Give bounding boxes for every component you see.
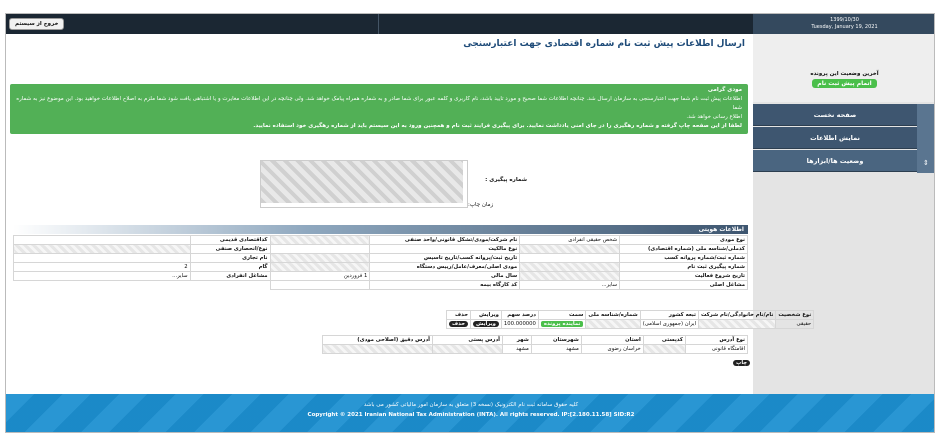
sidebar-item-status-tools[interactable]: وضعیت ها/ابزارها: [753, 150, 917, 172]
footer: [6, 394, 935, 433]
column-header: ویرایش: [471, 311, 502, 320]
logout-button[interactable]: خروج از سیستم: [9, 18, 64, 30]
column-header: نوع آدرس: [685, 336, 747, 345]
alert-line: لطفا از این صفحه چاپ گرفته و شماره رهگیری را در جای امنی یادداشت نمایید. برای پیگیری فرایند ثبت نام و همچنین ورود به این سیستم باید از شماره رهگیری خود استفاده نمایید.: [253, 123, 742, 129]
table-header-row: [323, 336, 748, 345]
top-bar: [6, 14, 935, 34]
file-status-badge: اتمام پیش ثبت نام: [812, 79, 876, 88]
column-header: شماره/شناسه ملی: [586, 311, 640, 320]
table-cell: 2: [14, 263, 191, 272]
success-alert: [10, 84, 748, 134]
expand-arrows-icon[interactable]: ⇕: [923, 159, 929, 167]
file-status-title: آخرین وضعیت این پرونده: [810, 71, 879, 77]
table-cell: حقیقی: [776, 320, 814, 329]
table-cell: [433, 345, 503, 354]
table-header-row: [447, 311, 814, 320]
print-time-label: زمان چاپ:: [468, 202, 494, 208]
alert-line: اطلاع رسانی خواهد شد.: [686, 114, 742, 120]
edit-button[interactable]: ویرایش: [473, 321, 499, 327]
browser-viewport: [5, 13, 935, 433]
tracking-number-redacted: [261, 161, 463, 203]
table-cell: [14, 281, 191, 290]
table-cell: سایر...: [520, 281, 620, 290]
table-cell: [520, 245, 620, 254]
table-cell: [14, 245, 191, 254]
table-cell: خراسان رضوی: [581, 345, 643, 354]
table-cell: [14, 236, 191, 245]
table-row: [14, 254, 748, 263]
column-header: آدرس پستی: [433, 336, 503, 345]
column-header: آدرس دقیق (اصلاحی مودی): [323, 336, 433, 345]
table-cell: شماره ثبت/شماره پروانه کسب: [620, 254, 748, 263]
topbar-divider: [378, 14, 379, 34]
date-box: [753, 14, 935, 34]
page-title: ارسال اطلاعات پیش ثبت نام شماره اقتصادی جهت اعتبارسنجی: [463, 39, 745, 49]
sidebar-item-show-info[interactable]: نمایش اطلاعات: [753, 127, 917, 149]
identity-section-title: اطلاعات هویتی: [13, 225, 748, 234]
table-cell: [270, 254, 370, 263]
table-row: [14, 245, 748, 254]
table-row: [14, 263, 748, 272]
table-cell: کداقتصادی قدیمی: [190, 236, 270, 245]
table-row: [447, 320, 814, 329]
table-cell: گام: [190, 263, 270, 272]
table-cell: سایر...: [14, 272, 191, 281]
tracking-number-label: شماره پیگیری :: [485, 177, 527, 183]
column-header: کدپستی: [643, 336, 685, 345]
table-cell: نام تجاری: [190, 254, 270, 263]
persian-date: 1399/10/30: [830, 17, 859, 23]
table-cell: [520, 272, 620, 281]
address-table: [322, 335, 748, 354]
table-cell: نام شرکت/مودی/تشکل قانونی/واحد صنفی: [370, 236, 520, 245]
print-button[interactable]: چاپ: [733, 360, 750, 366]
table-row: [14, 236, 748, 245]
alert-heading: مودی گرامی: [707, 87, 742, 93]
table-cell: کدملی/شناسه ملی (شماره اقتصادی): [620, 245, 748, 254]
table-cell: [643, 345, 685, 354]
table-cell: [14, 254, 191, 263]
table-cell: ایران (جمهوری اسلامی): [640, 320, 698, 329]
table-cell: شخص حقیقی انفرادی: [520, 236, 620, 245]
sidebar: [753, 34, 935, 414]
table-cell: نوع مودی: [620, 236, 748, 245]
table-row: [14, 272, 748, 281]
table-cell: [538, 320, 585, 329]
main-content: [6, 34, 812, 414]
table-cell: [270, 236, 370, 245]
table-cell: نوع مالکیت: [370, 245, 520, 254]
table-cell: [270, 281, 370, 290]
sidebar-item-home[interactable]: صفحه نخست: [753, 104, 917, 126]
table-cell: [447, 320, 471, 329]
table-cell: نوع/انحصاری صنفی: [190, 245, 270, 254]
table-cell: [698, 320, 775, 329]
column-header: نوع شخصیت: [776, 311, 814, 320]
column-header: حذف: [447, 311, 471, 320]
identity-table: [13, 235, 748, 290]
column-header: نام/نام خانوادگی/نام شرکت: [698, 311, 775, 320]
table-cell: شماره پیگیری ثبت نام: [620, 263, 748, 272]
table-cell: اقامتگاه قانونی: [685, 345, 747, 354]
column-header: شهرستان: [531, 336, 581, 345]
table-cell: [190, 281, 270, 290]
table-cell: سال مالی: [370, 272, 520, 281]
table-cell: [270, 245, 370, 254]
table-cell: [471, 320, 502, 329]
table-cell: مشهد: [503, 345, 532, 354]
footer-rights: کلیه حقوق سامانه ثبت نام الکترونیک (نسخه 3) متعلق به سازمان امور مالیاتی کشور می باشد: [363, 402, 579, 408]
table-cell: [270, 263, 370, 272]
role-badge: نماینده پرونده: [541, 321, 583, 327]
table-cell: مشاغل انفرادی: [190, 272, 270, 281]
partners-table: [446, 310, 814, 329]
table-cell: مشهد: [531, 345, 581, 354]
table-cell: [520, 263, 620, 272]
column-header: تبعه کشور: [640, 311, 698, 320]
column-header: شهر: [503, 336, 532, 345]
delete-button[interactable]: حذف: [449, 321, 468, 327]
column-header: درصد سهم: [501, 311, 538, 320]
table-cell: [323, 345, 433, 354]
table-row: [14, 281, 748, 290]
table-cell: تاریخ ثبت/پروانه کسب/تاریخ تاسیس: [370, 254, 520, 263]
table-cell: [520, 254, 620, 263]
table-cell: مودی اصلی/معرف/عامل/رییس دستگاه: [370, 263, 520, 272]
gregorian-date: Tuesday, January 19, 2021: [811, 24, 878, 30]
table-row: [323, 345, 748, 354]
table-cell: مشاغل اصلی: [620, 281, 748, 290]
column-header: سمت: [538, 311, 585, 320]
alert-line: اطلاعات پیش ثبت نام شما جهت اعتبارسنجی به سازمان ارسال شد. چنانچه اطلاعات شما صحیح و مورد تایید باشد، نام کاربری و کلمه عبور برای شما صادر و به شماره همراه پیامک خواهد شد. ولی چنانچه در این اطلاعات مغایرت و یا اشتباهی یافت شود شما ملزم به اصلاح اطلاعات خواهید بود. این موضوع نیز به شماره شما: [16, 96, 742, 111]
footer-copyright: Copyright © 2021 Iranian National Tax Administration (INTA). All rights reserved. IP:[2.180.11.58] SID:R2: [307, 412, 635, 418]
file-status-box: [753, 34, 935, 102]
column-header: استان: [581, 336, 643, 345]
table-cell: کد کارگاه بیمه: [370, 281, 520, 290]
table-cell: [586, 320, 640, 329]
table-cell: تاریخ شروع فعالیت: [620, 272, 748, 281]
table-cell: 100.000000: [501, 320, 538, 329]
table-cell: 1 فروردین: [270, 272, 370, 281]
